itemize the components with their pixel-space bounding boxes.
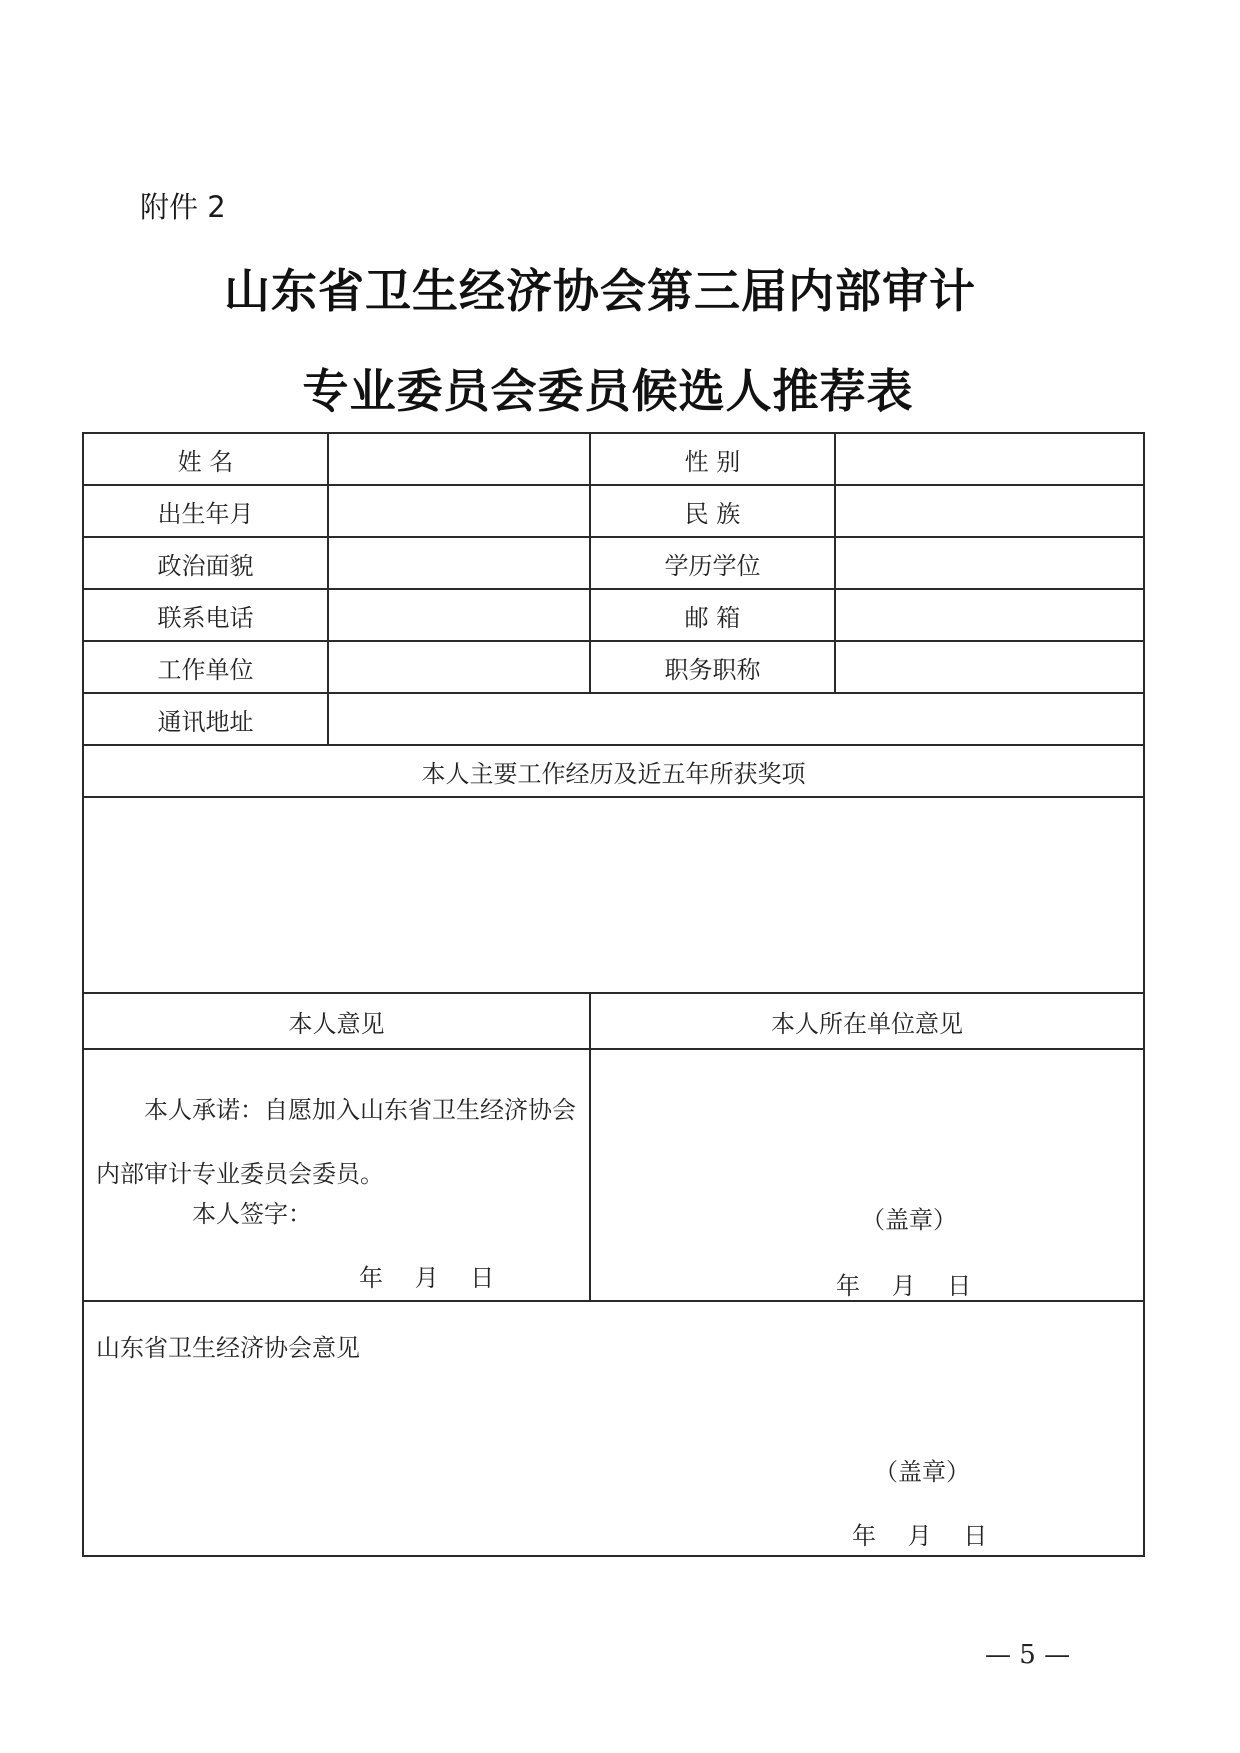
personal-promise-line1: 本人承诺：自愿加入山东省卫生经济协会 <box>144 1096 576 1124</box>
address-label: 通讯地址 <box>83 693 328 745</box>
work-history-row <box>83 797 1144 993</box>
political-label: 政治面貌 <box>83 537 328 589</box>
workplace-label: 工作单位 <box>83 641 328 693</box>
education-label: 学历学位 <box>590 537 835 589</box>
personal-date: 年 月 日 <box>359 1264 495 1292</box>
page-number: — 5 — <box>985 1640 1071 1670</box>
form-row-address <box>83 693 1144 745</box>
address-field[interactable] <box>328 693 1144 745</box>
signature-label: 本人签字： <box>192 1200 312 1228</box>
email-field[interactable] <box>835 589 1144 641</box>
personal-opinion-header: 本人意见 <box>83 993 590 1049</box>
phone-field[interactable] <box>328 589 590 641</box>
birth-field[interactable] <box>328 485 590 537</box>
form-row-political <box>83 537 1144 589</box>
association-opinion-row <box>83 1301 1144 1556</box>
form-title-line1: 山东省卫生经济协会第三届内部审计 <box>224 264 976 318</box>
gender-field[interactable] <box>835 433 1144 485</box>
form-row-name <box>83 433 1144 485</box>
opinion-body-row <box>83 1049 1144 1301</box>
political-field[interactable] <box>328 537 590 589</box>
opinion-header-row <box>83 993 1144 1049</box>
association-date: 年 月 日 <box>852 1522 988 1550</box>
attachment-label: 附件 2 <box>140 190 226 224</box>
email-label: 邮 箱 <box>590 589 835 641</box>
association-opinion-label: 山东省卫生经济协会意见 <box>96 1334 360 1362</box>
form-title-line2: 专业委员会委员候选人推荐表 <box>302 364 914 418</box>
birth-label: 出生年月 <box>83 485 328 537</box>
position-field[interactable] <box>835 641 1144 693</box>
association-opinion-cell[interactable] <box>83 1301 1144 1556</box>
association-seal: （盖章） <box>874 1458 970 1486</box>
ethnicity-label: 民 族 <box>590 485 835 537</box>
work-history-header-row <box>83 745 1144 797</box>
form-row-phone <box>83 589 1144 641</box>
recommendation-form <box>82 432 1145 1557</box>
position-label: 职务职称 <box>590 641 835 693</box>
unit-date: 年 月 日 <box>836 1272 972 1300</box>
form-row-birth <box>83 485 1144 537</box>
unit-opinion-header: 本人所在单位意见 <box>590 993 1144 1049</box>
ethnicity-field[interactable] <box>835 485 1144 537</box>
personal-promise-line2: 内部审计专业委员会委员。 <box>96 1160 384 1188</box>
personal-opinion-cell[interactable] <box>83 1049 590 1301</box>
unit-seal: （盖章） <box>861 1206 957 1234</box>
work-history-header: 本人主要工作经历及近五年所获奖项 <box>83 745 1144 797</box>
unit-opinion-cell[interactable] <box>590 1049 1144 1301</box>
name-field[interactable] <box>328 433 590 485</box>
phone-label: 联系电话 <box>83 589 328 641</box>
name-label: 姓 名 <box>83 433 328 485</box>
gender-label: 性 别 <box>590 433 835 485</box>
workplace-field[interactable] <box>328 641 590 693</box>
education-field[interactable] <box>835 537 1144 589</box>
work-history-field[interactable] <box>83 797 1144 993</box>
form-row-workplace <box>83 641 1144 693</box>
